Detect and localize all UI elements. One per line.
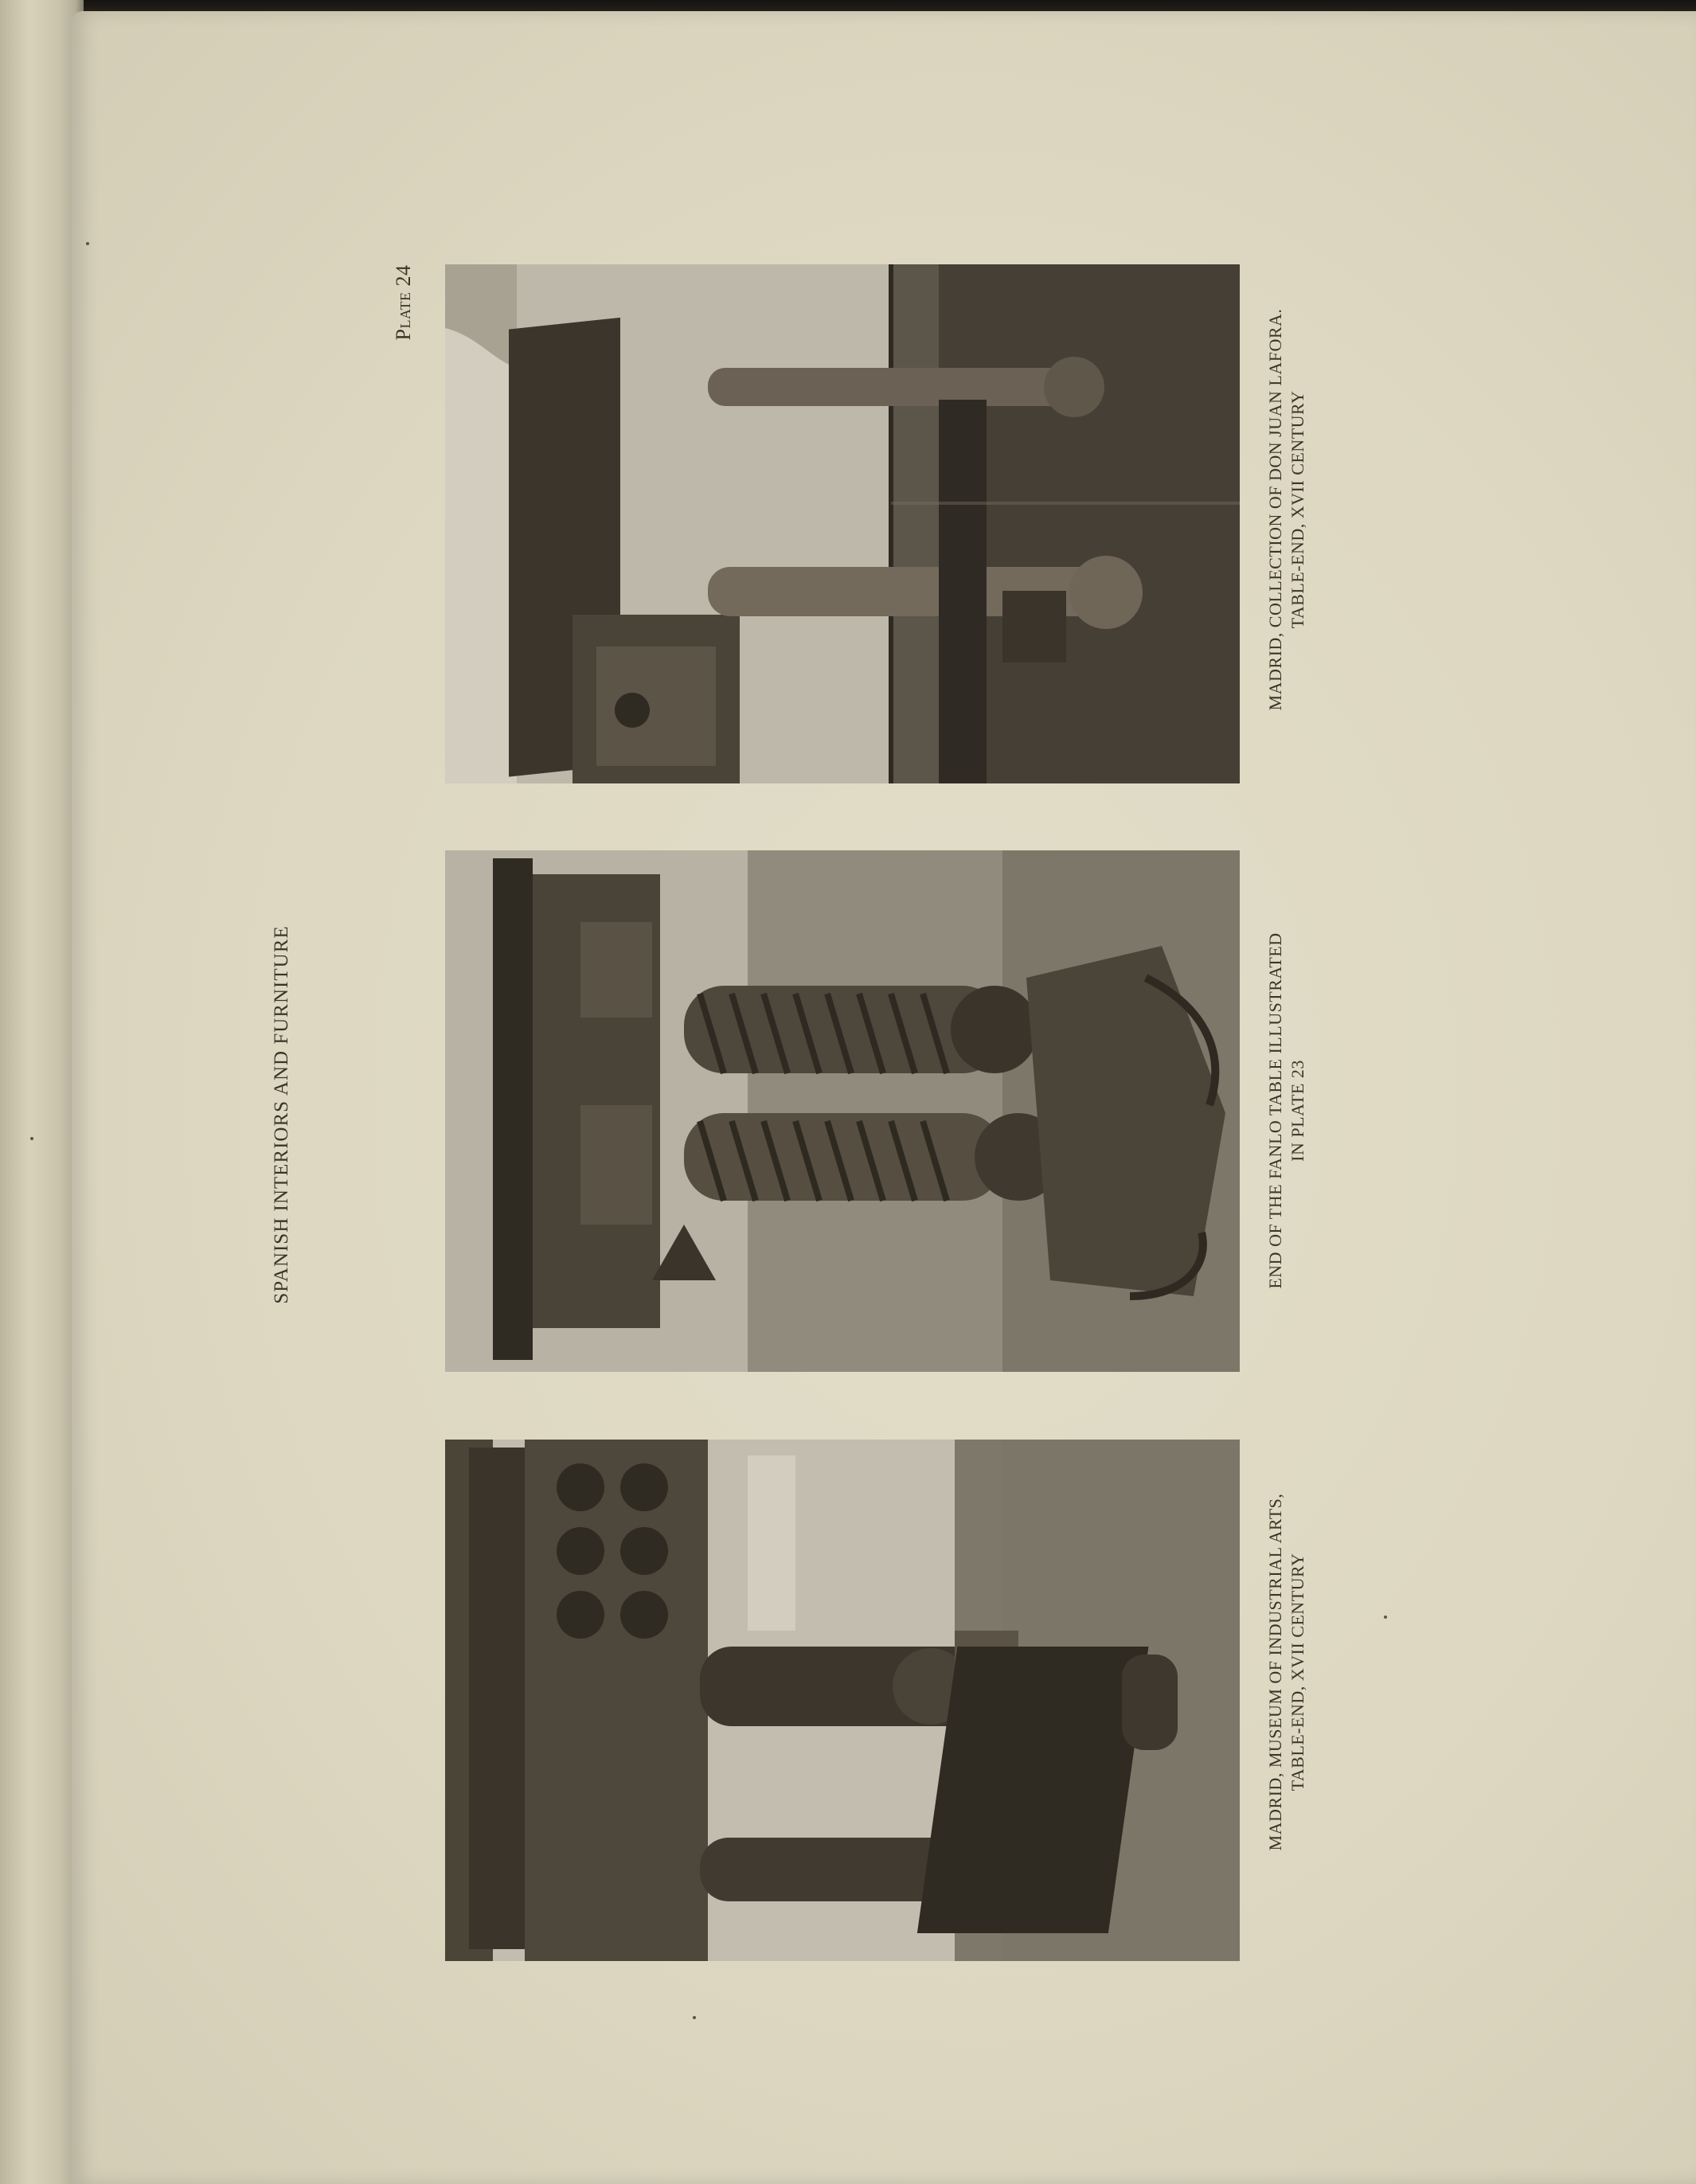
photo-lafora-table-end <box>445 264 1240 783</box>
paper-speck <box>30 1137 33 1140</box>
photo-fanlo-image <box>445 850 1240 1372</box>
photo-fanlo-table-end <box>445 850 1240 1372</box>
caption-fanlo-line2: IN PLATE 23 <box>1288 1060 1307 1162</box>
paper-speck <box>693 2016 696 2019</box>
caption-museum <box>1264 1433 1309 1911</box>
photo-museum-image <box>445 1440 1240 1961</box>
caption-museum-line2: TABLE-END, XVII CENTURY <box>1288 1553 1307 1791</box>
photo-museum-table-end <box>445 1440 1240 1961</box>
caption-fanlo-line1: END OF THE FANLO TABLE ILLUSTRATED <box>1265 932 1285 1289</box>
caption-lafora-line1: MADRID, COLLECTION OF DON JUAN LAFORA. <box>1265 308 1285 711</box>
caption-lafora-line2: TABLE-END, XVII CENTURY <box>1288 390 1307 629</box>
paper-speck <box>1384 1616 1387 1619</box>
running-header: SPANISH INTERIORS AND FURNITURE <box>271 925 292 1304</box>
caption-lafora <box>1264 263 1309 756</box>
plate-number: Plate 24 <box>392 264 415 341</box>
caption-museum-line1: MADRID, MUSEUM OF INDUSTRIAL ARTS, <box>1265 1493 1285 1851</box>
paper-speck <box>86 242 89 245</box>
photo-lafora-image <box>445 264 1240 783</box>
caption-fanlo <box>1264 896 1309 1326</box>
